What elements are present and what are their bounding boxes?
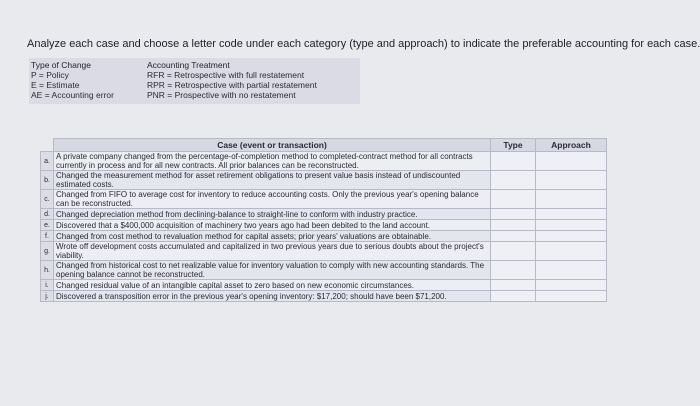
- approach-answer-cell[interactable]: [536, 291, 607, 302]
- row-letter: h.: [41, 261, 54, 280]
- type-answer-cell[interactable]: [491, 231, 536, 242]
- type-of-change-legend: [31, 60, 114, 100]
- type-answer-cell[interactable]: [491, 220, 536, 231]
- treatment-legend-item: RPR = Retrospective with partial restatement: [147, 80, 317, 90]
- type-header: Type: [491, 139, 536, 152]
- row-letter: b.: [41, 171, 54, 190]
- approach-answer-cell[interactable]: [536, 190, 607, 209]
- approach-header: Approach: [536, 139, 607, 152]
- row-letter: c.: [41, 190, 54, 209]
- case-table: [40, 138, 607, 302]
- row-letter: d.: [41, 209, 54, 220]
- type-legend-header: Type of Change: [31, 60, 92, 70]
- case-description: Changed residual value of an intangible capital asset to zero based on new economic circumstances.: [54, 280, 491, 291]
- type-answer-cell[interactable]: [491, 209, 536, 220]
- table-row: [41, 171, 607, 190]
- row-letter: f.: [41, 231, 54, 242]
- table-header-row: [41, 139, 607, 152]
- case-description: Changed depreciation method from declining-balance to straight-line to conform with industry practice.: [54, 209, 491, 220]
- approach-answer-cell[interactable]: [536, 209, 607, 220]
- case-description: Wrote off development costs accumulated and capitalized in two previous years due to serious doubts about the project's viability.: [54, 242, 491, 261]
- approach-answer-cell[interactable]: [536, 152, 607, 171]
- type-answer-cell[interactable]: [491, 280, 536, 291]
- instructions-text: Analyze each case and choose a letter code under each category (type and approach) to indicate the preferable accounting for each case.: [27, 38, 700, 50]
- case-description: Changed from historical cost to net realizable value for inventory valuation to comply with new accounting standards. The opening balance cannot be reconstructed.: [54, 261, 491, 280]
- type-answer-cell[interactable]: [491, 261, 536, 280]
- case-description: Changed from FIFO to average cost for inventory to reduce accounting costs. Only the previous year's opening balance can be reconstructed.: [54, 190, 491, 209]
- table-row: [41, 152, 607, 171]
- case-description: A private company changed from the percentage-of-completion method to completed-contract method for all contracts currently in process and for all new contracts. All prior balances can be reconstructed.: [54, 152, 491, 171]
- legend-box: [29, 58, 360, 104]
- type-answer-cell[interactable]: [491, 242, 536, 261]
- type-legend-item: P = Policy: [31, 70, 69, 80]
- approach-answer-cell[interactable]: [536, 280, 607, 291]
- type-answer-cell[interactable]: [491, 171, 536, 190]
- case-header: Case (event or transaction): [54, 139, 491, 152]
- table-row: [41, 242, 607, 261]
- table-row: [41, 220, 607, 231]
- treatment-legend-item: RFR = Retrospective with full restatement: [147, 70, 305, 80]
- approach-answer-cell[interactable]: [536, 220, 607, 231]
- table-row: [41, 291, 607, 302]
- table-row: [41, 190, 607, 209]
- approach-answer-cell[interactable]: [536, 171, 607, 190]
- type-answer-cell[interactable]: [491, 190, 536, 209]
- case-description: Discovered a transposition error in the previous year's opening inventory: $17,200; should have been $71,200.: [54, 291, 491, 302]
- approach-answer-cell[interactable]: [536, 231, 607, 242]
- approach-answer-cell[interactable]: [536, 261, 607, 280]
- type-answer-cell[interactable]: [491, 291, 536, 302]
- letter-header: [41, 139, 54, 152]
- type-legend-item: AE = Accounting error: [31, 90, 114, 100]
- treatment-legend-header: Accounting Treatment: [147, 60, 230, 70]
- accounting-treatment-legend: [147, 60, 317, 100]
- approach-answer-cell[interactable]: [536, 242, 607, 261]
- table-row: [41, 280, 607, 291]
- treatment-legend-item: PNR = Prospective with no restatement: [147, 90, 296, 100]
- row-letter: i.: [41, 280, 54, 291]
- type-answer-cell[interactable]: [491, 152, 536, 171]
- row-letter: g.: [41, 242, 54, 261]
- table-row: [41, 231, 607, 242]
- case-description: Changed from cost method to revaluation method for capital assets; prior years' valuations are obtainable.: [54, 231, 491, 242]
- type-legend-item: E = Estimate: [31, 80, 80, 90]
- case-description: Discovered that a $400,000 acquisition of machinery two years ago had been debited to the land account.: [54, 220, 491, 231]
- table-row: [41, 209, 607, 220]
- table-row: [41, 261, 607, 280]
- row-letter: e.: [41, 220, 54, 231]
- row-letter: a.: [41, 152, 54, 171]
- case-description: Changed the measurement method for asset retirement obligations to present value basis instead of undiscounted estimated costs.: [54, 171, 491, 190]
- row-letter: j.: [41, 291, 54, 302]
